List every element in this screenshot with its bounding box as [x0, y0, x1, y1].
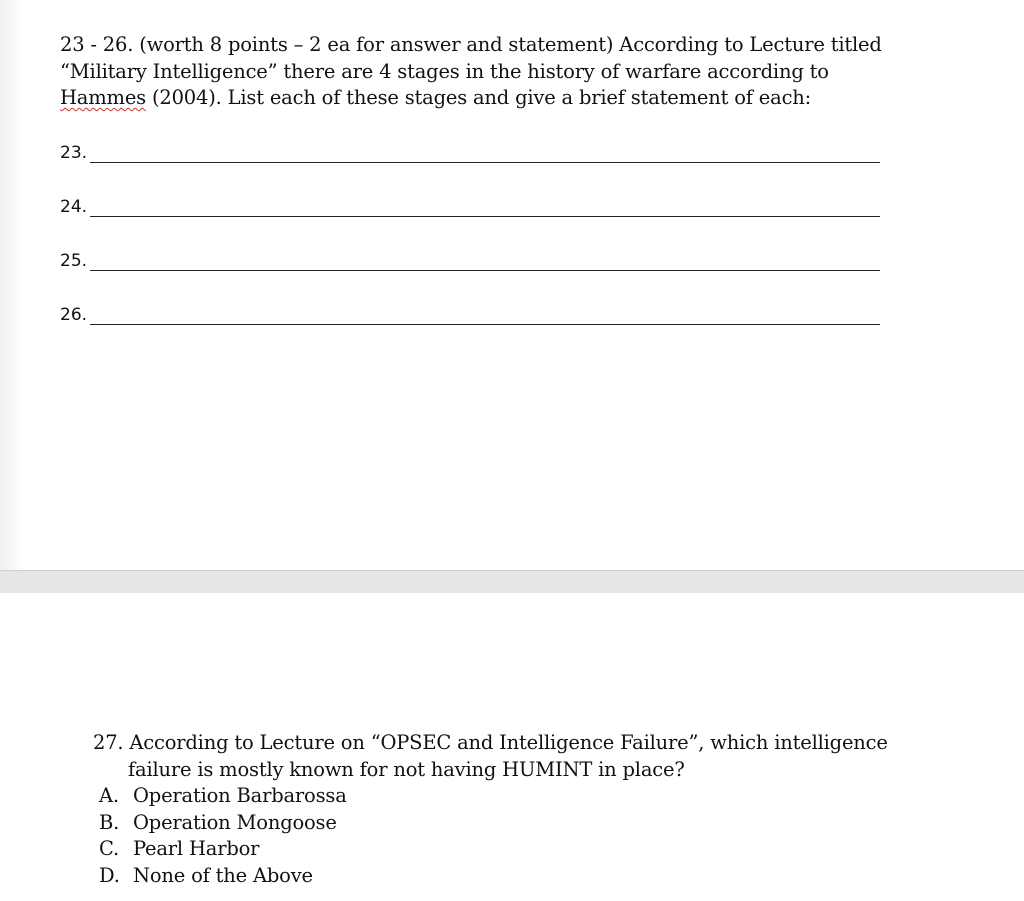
question-text-line — [60, 85, 900, 112]
option-b[interactable] — [99, 810, 893, 837]
answer-line-23[interactable] — [60, 140, 880, 166]
spellcheck-word[interactable]: Hammes — [60, 86, 146, 109]
question-text-line: “Military Intelligence” there are 4 stages in the history of warfare according to — [60, 59, 829, 83]
option-d[interactable] — [99, 863, 893, 890]
answer-number: 23. — [60, 143, 88, 163]
question-27 — [93, 730, 893, 889]
question-23-26 — [60, 32, 900, 112]
option-text: None of the Above — [133, 863, 313, 887]
option-c[interactable] — [99, 836, 893, 863]
option-letter: B. — [99, 810, 120, 834]
option-text: Pearl Harbor — [133, 837, 260, 860]
question-text-fragment: (2004). List each of these stages and give a brief statement of each: — [145, 86, 812, 109]
option-letter: A. — [99, 784, 119, 807]
answer-line-25[interactable] — [60, 248, 880, 274]
answer-number: 25. — [60, 251, 88, 271]
answer-line-24[interactable] — [60, 194, 880, 220]
answer-number: 24. — [60, 197, 88, 217]
answer-blank — [90, 324, 880, 325]
answer-blank — [90, 270, 880, 271]
question-text-line: failure is mostly known for not having HUMINT in place? — [128, 757, 685, 781]
question-text-line: 23 - 26. (worth 8 points – 2 ea for answer and statement) According to Lecture titled — [60, 33, 882, 56]
answer-blank — [90, 162, 880, 163]
answer-blank — [90, 216, 880, 217]
answer-line-26[interactable] — [60, 302, 880, 328]
option-text: Operation Barbarossa — [133, 784, 347, 807]
option-text: Operation Mongoose — [133, 810, 337, 834]
question-text-line: 27. According to Lecture on “OPSEC and Intelligence Failure”, which intelligence — [93, 731, 888, 754]
option-letter: D. — [99, 863, 120, 887]
option-letter: C. — [99, 837, 120, 860]
answer-number: 26. — [60, 305, 88, 325]
option-a[interactable] — [99, 783, 893, 810]
page-margin-shadow — [0, 0, 24, 570]
page-break — [0, 570, 1024, 595]
